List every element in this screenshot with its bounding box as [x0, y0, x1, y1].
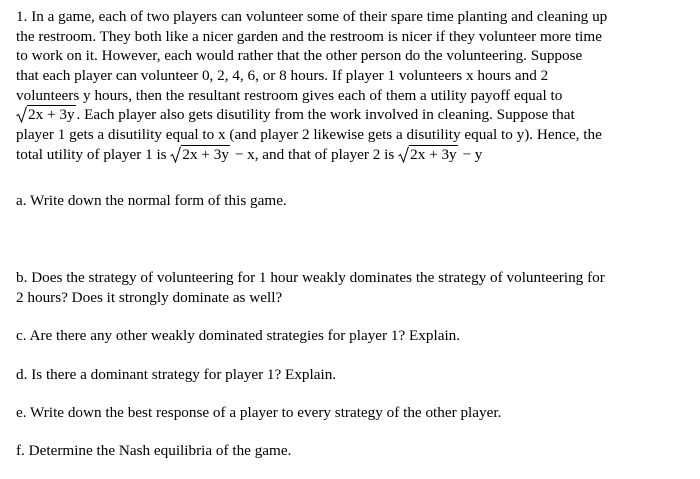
problem-line-6 — [16, 105, 684, 125]
problem-statement — [16, 7, 684, 165]
square-root-expression — [16, 105, 76, 125]
problem-line-1: 1. In a game, each of two players can volunteer some of their spare time planting and cleaning up — [16, 8, 608, 25]
radicand: 2x + 3y — [182, 145, 229, 163]
problem-line-2: the restroom. They both like a nicer garden and the restroom is nicer if they volunteer more time — [16, 27, 602, 45]
question-b-line-2: 2 hours? Does it strongly dominate as well? — [16, 288, 283, 306]
question-e: e. Write down the best response of a player to every strategy of the other player. — [16, 404, 502, 421]
problem-line-8 — [16, 145, 684, 165]
question-d: d. Is there a dominant strategy for player 1? Explain. — [16, 366, 337, 383]
radical-sign-icon — [16, 106, 27, 123]
square-root-expression — [398, 145, 458, 165]
problem-line-3: to work on it. However, each would rather that the other person do the volunteering. Suppose — [16, 47, 583, 65]
question-f: f. Determine the Nash equilibria of the game. — [16, 442, 292, 459]
question-c: c. Are there any other weakly dominated strategies for player 1? Explain. — [16, 327, 461, 344]
problem-line-7: player 1 gets a disutility equal to x (and player 2 likewise gets a disutility equal to y). Hence, the — [16, 126, 602, 144]
square-root-expression — [170, 145, 230, 165]
problem-line-4: that each player can volunteer 0, 2, 4, 6, or 8 hours. If player 1 volunteers x hours and 2 — [16, 67, 549, 85]
question-b-line-1: b. Does the strategy of volunteering for 1 hour weakly dominates the strategy of volunteering for — [16, 269, 605, 286]
utility-p1-label: total utility of player 1 is — [16, 145, 171, 163]
radicand: 2x + 3y — [410, 145, 457, 163]
problem-line-5: volunteers y hours, then the resultant restroom gives each of them a utility payoff equal to — [16, 86, 563, 104]
question-b — [16, 268, 605, 307]
problem-line-6-text: . Each player also gets disutility from the work involved in cleaning. Suppose that — [76, 106, 575, 124]
radicand: 2x + 3y — [28, 106, 75, 124]
question-a: a. Write down the normal form of this game. — [16, 192, 287, 209]
radical-sign-icon — [170, 146, 181, 163]
utility-p2-label: − x, and that of player 2 is — [230, 145, 399, 163]
utility-p2-tail: − y — [458, 145, 483, 163]
radical-sign-icon — [398, 146, 409, 163]
